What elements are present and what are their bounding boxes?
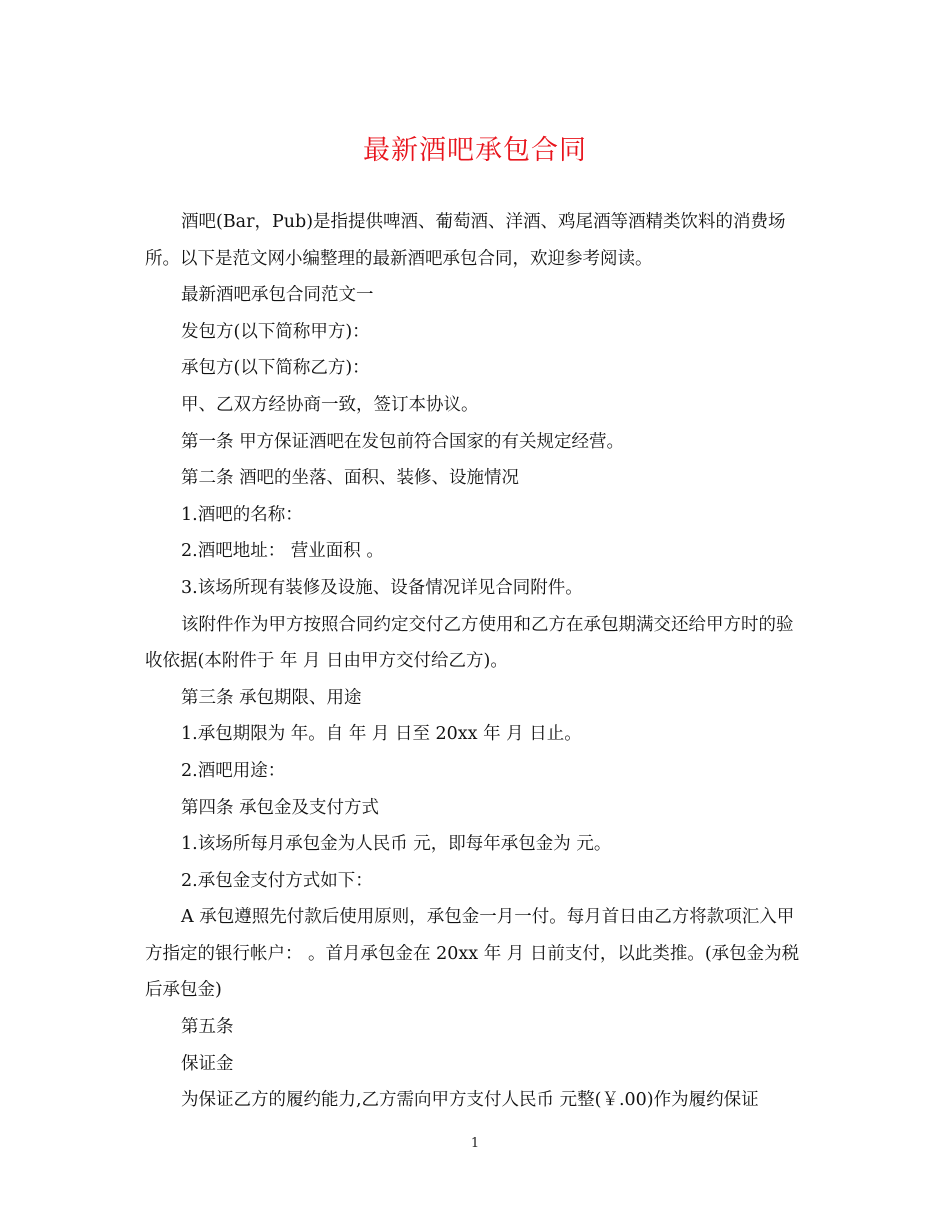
paragraph-agreement: 甲、乙双方经协商一致，签订本协议。 [181, 394, 479, 415]
paragraph-payment-terms: A 承包遵照先付款后使用原则，承包金一月一付。每月首日由乙方将款项汇入甲方指定的银行帐户： 。首月承包金在 20xx 年 月 日前支付，以此类推。(承包金为税后承包金) [145, 907, 800, 1001]
paragraph-article-5: 第五条 [181, 1017, 234, 1038]
paragraph-sample-heading: 最新酒吧承包合同范文一 [181, 285, 374, 306]
paragraph-deposit: 为保证乙方的履约能力,乙方需向甲方支付人民币 元整(￥.00)作为履约保证 [181, 1090, 759, 1111]
paragraph-attachment: 该附件作为甲方按照合同约定交付乙方使用和乙方在承包期满交还给甲方时的验收依据(本附件于 年 月 日由甲方交付给乙方)。 [145, 614, 794, 672]
paragraph-article-1: 第一条 甲方保证酒吧在发包前符合国家的有关规定经营。 [181, 431, 625, 452]
paragraph-article-3: 第三条 承包期限、用途 [181, 687, 362, 708]
page-number: 1 [470, 1136, 480, 1151]
document-title: 最新酒吧承包合同 [363, 135, 587, 166]
paragraph-payment-method: 2.承包金支付方式如下： [181, 870, 373, 891]
paragraph-purpose: 2.酒吧用途： [181, 760, 286, 781]
paragraph-monthly-fee: 1.该场所每月承包金为人民币 元，即每年承包金为 元。 [181, 834, 612, 855]
paragraph-intro: 酒吧(Bar，Pub)是指提供啤酒、葡萄酒、洋酒、鸡尾酒等酒精类饮料的消费场所。以下是范文网小编整理的最新酒吧承包合同，欢迎参考阅读。 [145, 212, 786, 269]
paragraph-party-b: 承包方(以下简称乙方)： [181, 358, 370, 379]
paragraph-facilities: 3.该场所现有装修及设施、设备情况详见合同附件。 [181, 577, 583, 598]
paragraph-bar-name: 1.酒吧的名称： [181, 504, 303, 525]
paragraph-deposit-heading: 保证金 [181, 1053, 234, 1074]
paragraph-article-2: 第二条 酒吧的坐落、面积、装修、设施情况 [181, 468, 520, 489]
paragraph-bar-address: 2.酒吧地址： 营业面积 。 [181, 541, 384, 562]
paragraph-term: 1.承包期限为 年。自 年 月 日至 20xx 年 月 日止。 [181, 724, 582, 745]
paragraph-party-a: 发包方(以下简称甲方)： [181, 321, 370, 342]
paragraph-article-4: 第四条 承包金及支付方式 [181, 797, 380, 818]
document-body [145, 204, 807, 1119]
